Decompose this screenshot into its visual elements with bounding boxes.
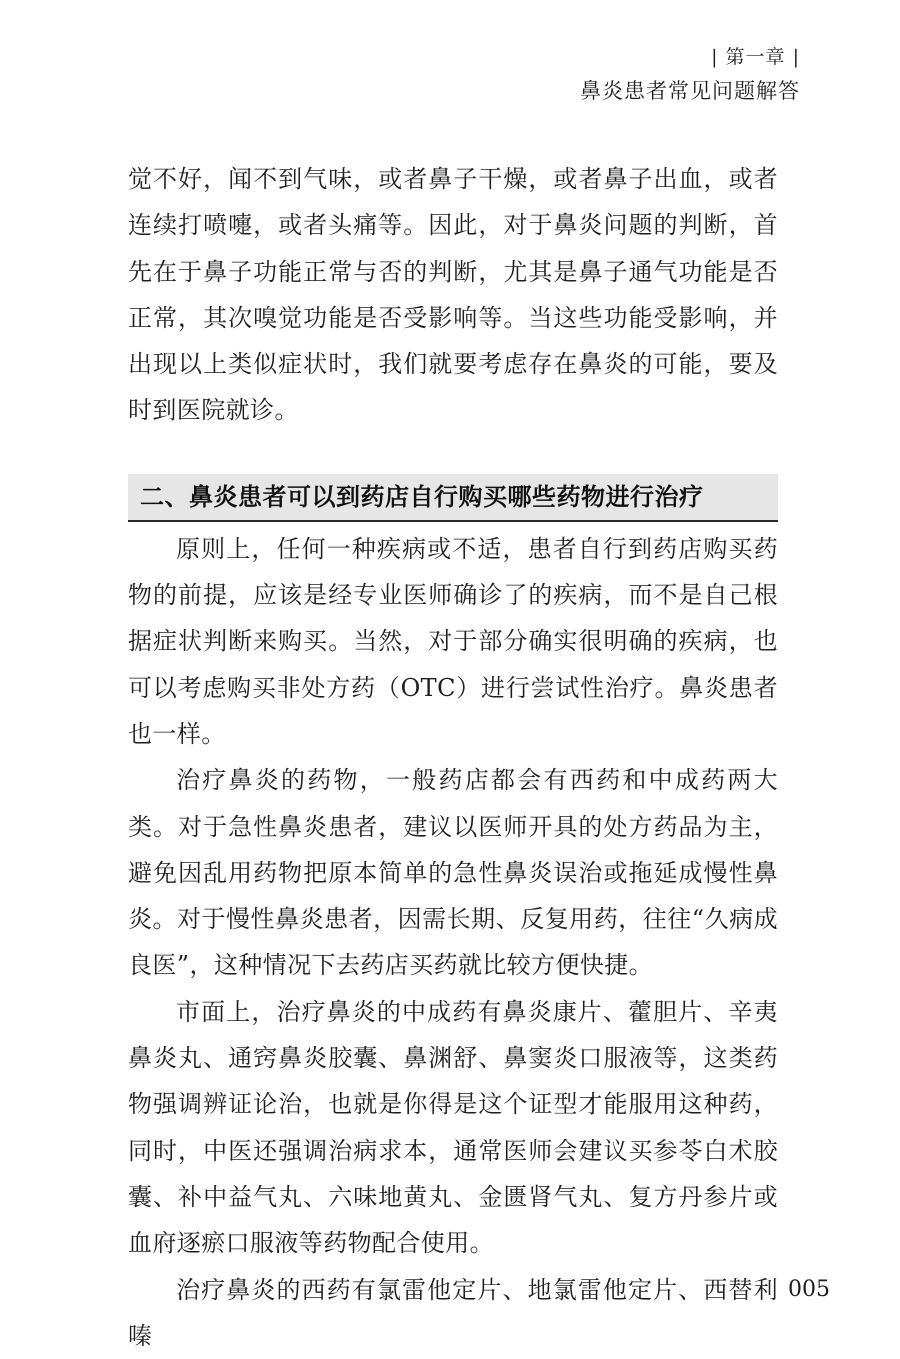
body-paragraph: 治疗鼻炎的西药有氯雷他定片、地氯雷他定片、西替利嗪 <box>128 1275 778 1350</box>
body-paragraph: 治疗鼻炎的药物，一般药店都会有西药和中成药两大类。对于急性鼻炎患者，建议以医师开具的处方药品为主，避免因乱用药物把原本简单的急性鼻炎误治或拖延成慢性鼻炎。对于慢性鼻炎患者，因需长期、反复用药，往往“久病成良医”，这种情况下去药店买药就比较方便快捷。 <box>128 766 778 980</box>
running-header <box>580 44 800 106</box>
chapter-label: | 第一章 | <box>711 46 800 68</box>
section-heading-bar <box>128 474 778 522</box>
page-number: 005 <box>788 1277 830 1302</box>
intro-paragraph: 觉不好，闻不到气味，或者鼻子干燥，或者鼻子出血，或者连续打喷嚏，或者头痛等。因此，对于鼻炎问题的判断，首先在于鼻子功能正常与否的判断，尤其是鼻子通气功能是否正常，其次嗅觉功能是否受影响等。当这些功能受影响，并出现以上类似症状时，我们就要考虑存在鼻炎的可能，要及时到医院就诊。 <box>128 165 778 425</box>
body-paragraph: 市面上，治疗鼻炎的中成药有鼻炎康片、藿胆片、辛夷鼻炎丸、通窍鼻炎胶囊、鼻渊舒、鼻窦炎口服液等，这类药物强调辨证论治，也就是你得是这个证型才能服用这种药，同时，中医还强调治病求本，通常医师会建议买参苓白术胶囊、补中益气丸、六味地黄丸、金匮肾气丸、复方丹参片或血府逐瘀口服液等药物配合使用。 <box>128 997 778 1258</box>
body-paragraph: 原则上，任何一种疾病或不适，患者自行到药店购买药物的前提，应该是经专业医师确诊了的疾病，而不是自己根据症状判断来购买。当然，对于部分确实很明确的疾病，也可以考虑购买非处方药（OTC）进行尝试性治疗。鼻炎患者也一样。 <box>128 534 778 748</box>
page-body <box>128 156 778 1359</box>
chapter-title: 鼻炎患者常见问题解答 <box>580 79 800 103</box>
section-heading: 二、鼻炎患者可以到药店自行购买哪些药物进行治疗 <box>140 482 704 511</box>
